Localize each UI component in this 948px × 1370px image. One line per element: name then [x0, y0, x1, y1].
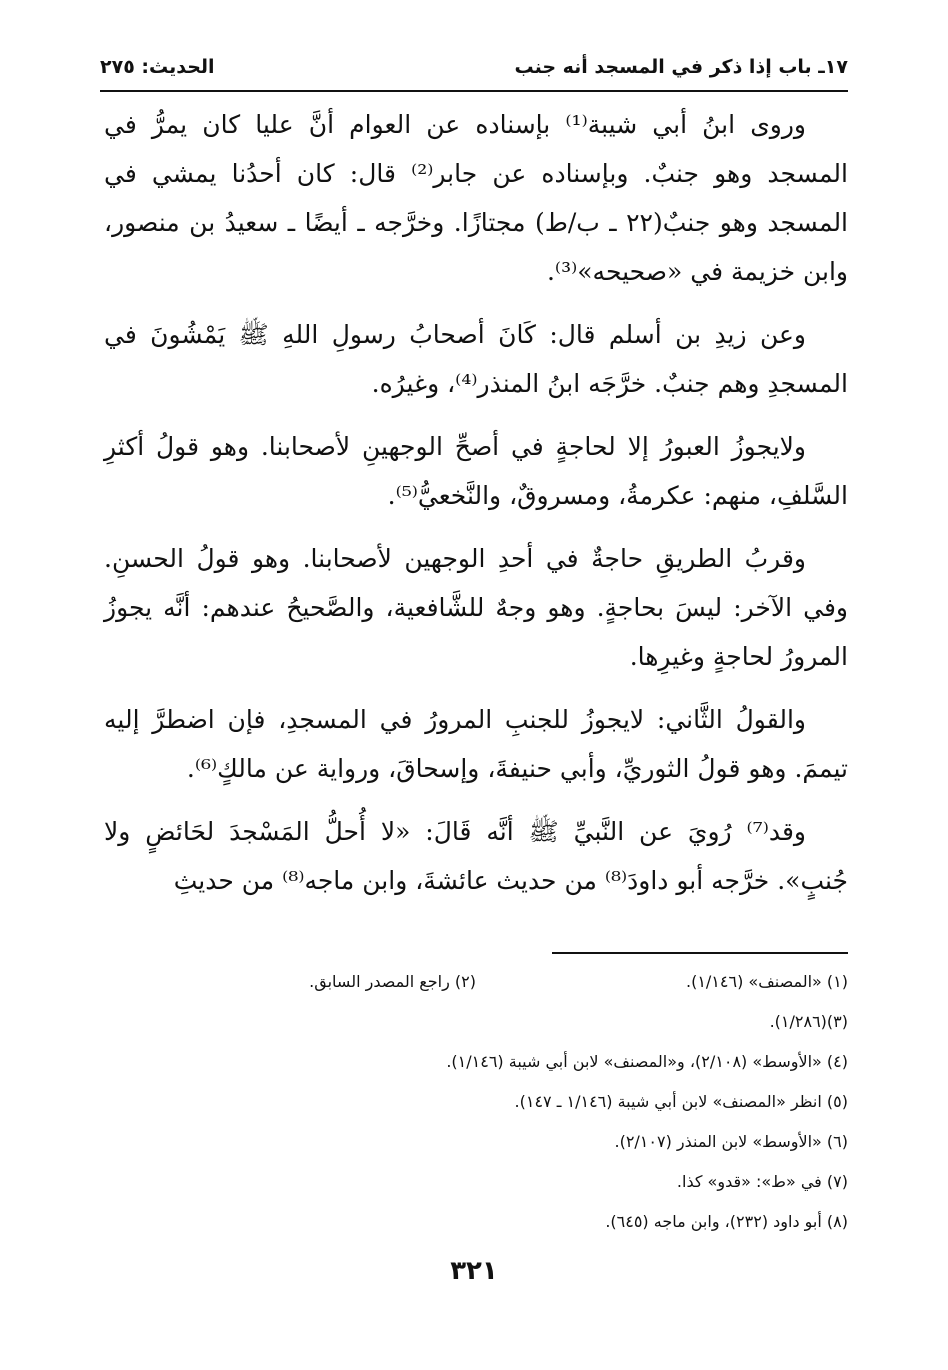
footnote-1: (١) «المصنف» (١/١٤٦).: [685, 972, 848, 991]
paragraph: والقولُ الثَّاني: لايجوزُ للجنبِ المرورُ في المسجدِ، فإن اضطرَّ إليه تيممَ. وهو قولُ الثوريِّ، وأبي حنيفةَ، وإسحاقَ، ورواية عن مالكٍ⁽⁶⁾.: [104, 705, 848, 783]
paragraph: ولايجوزُ العبورُ إلا لحاجةٍ في أصحِّ الوجهينِ لأصحابنا. وهو قولُ أكثرِ السَّلفِ، منهم: عكرمةُ، ومسروقٌ، والنَّخعيُّ⁽⁵⁾.: [104, 432, 848, 510]
footnote-row: [104, 1042, 848, 1082]
footnote-6: (٦) «الأوسط» لابن المنذر (٢/١٠٧).: [614, 1132, 848, 1151]
footnote-row: [104, 962, 848, 1002]
hadith-label: الحديث: ٢٧٥: [100, 56, 215, 78]
header-divider: [100, 90, 848, 92]
footnote-3: (٣)(١/٢٨٦).: [769, 1012, 848, 1031]
footnote-row: [104, 1162, 848, 1202]
paragraph: وروى ابنُ أبي شيبة⁽¹⁾ بإسناده عن العوام أنَّ عليا كان يمرُّ في المسجد وهو جنبٌ. وبإسناده عن جابر⁽²⁾ قال: كان أحدُنا يمشي في المسجد وهو جنبٌ(٢٢ ـ ب/ط) مجتازًا. وخرَّجه ـ أيضًا ـ سعيدُ بن منصور، وابن خزيمة في «صحيحه»⁽³⁾.: [104, 110, 849, 286]
paragraph: وقد⁽⁷⁾ رُويَ عن النَّبيِّ ﷺ أنَّه قَالَ: «لا أُحلُّ المَسْجدَ لحَائضٍ ولا جُنبٍ». خرَّجه أبو داودَ⁽⁸⁾ من حديث عائشةَ، وابن ماجه⁽⁸⁾ من حديثِ: [104, 817, 848, 895]
paragraph: وعن زيدِ بن أسلم قال: كَانَ أصحابُ رسولِ اللهِ ﷺ يَمْشُونَ في المسجدِ وهم جنبٌ. خرَّجَه ابنُ المنذر⁽⁴⁾، وغيرُه.: [104, 320, 848, 398]
footnote-row: [104, 1082, 848, 1122]
footnote-5: (٥) انظر «المصنف» لابن أبي شيبة (١/١٤٦ ـ ١٤٧).: [514, 1092, 848, 1111]
footnote-7: (٧) في «ط»: «قدو» كذا.: [676, 1172, 848, 1191]
footnote-8: (٨) أبو داود (٢٣٢)، وابن ماجه (٦٤٥).: [605, 1212, 848, 1231]
footnote-row: [104, 1002, 848, 1042]
footnote-2: (٢) راجع المصدر السابق.: [309, 972, 476, 991]
footnote-4: (٤) «الأوسط» (٢/١٠٨)، و«المصنف» لابن أبي شيبة (١/١٤٦).: [446, 1052, 848, 1071]
running-header: [100, 44, 848, 90]
page-number: ٣٢١: [450, 1256, 498, 1286]
main-text: [104, 100, 848, 919]
footnotes: [104, 962, 848, 1242]
footnote-divider: [552, 952, 848, 954]
footnote-row: [104, 1202, 848, 1242]
footnote-row: [104, 1122, 848, 1162]
paragraph: وقربُ الطريقِ حاجةٌ في أحدِ الوجهين لأصحابنا. وهو قولُ الحسنِ. وفي الآخر: ليسَ بحاجةٍ. وهو وجهٌ للشَّافعية، والصَّحيحُ عندهم: أنَّه يجوزُ المرورُ لحاجةٍ وغيرِها.: [104, 544, 848, 671]
chapter-title: ١٧ـ باب إذا ذكر في المسجد أنه جنب: [514, 56, 848, 78]
